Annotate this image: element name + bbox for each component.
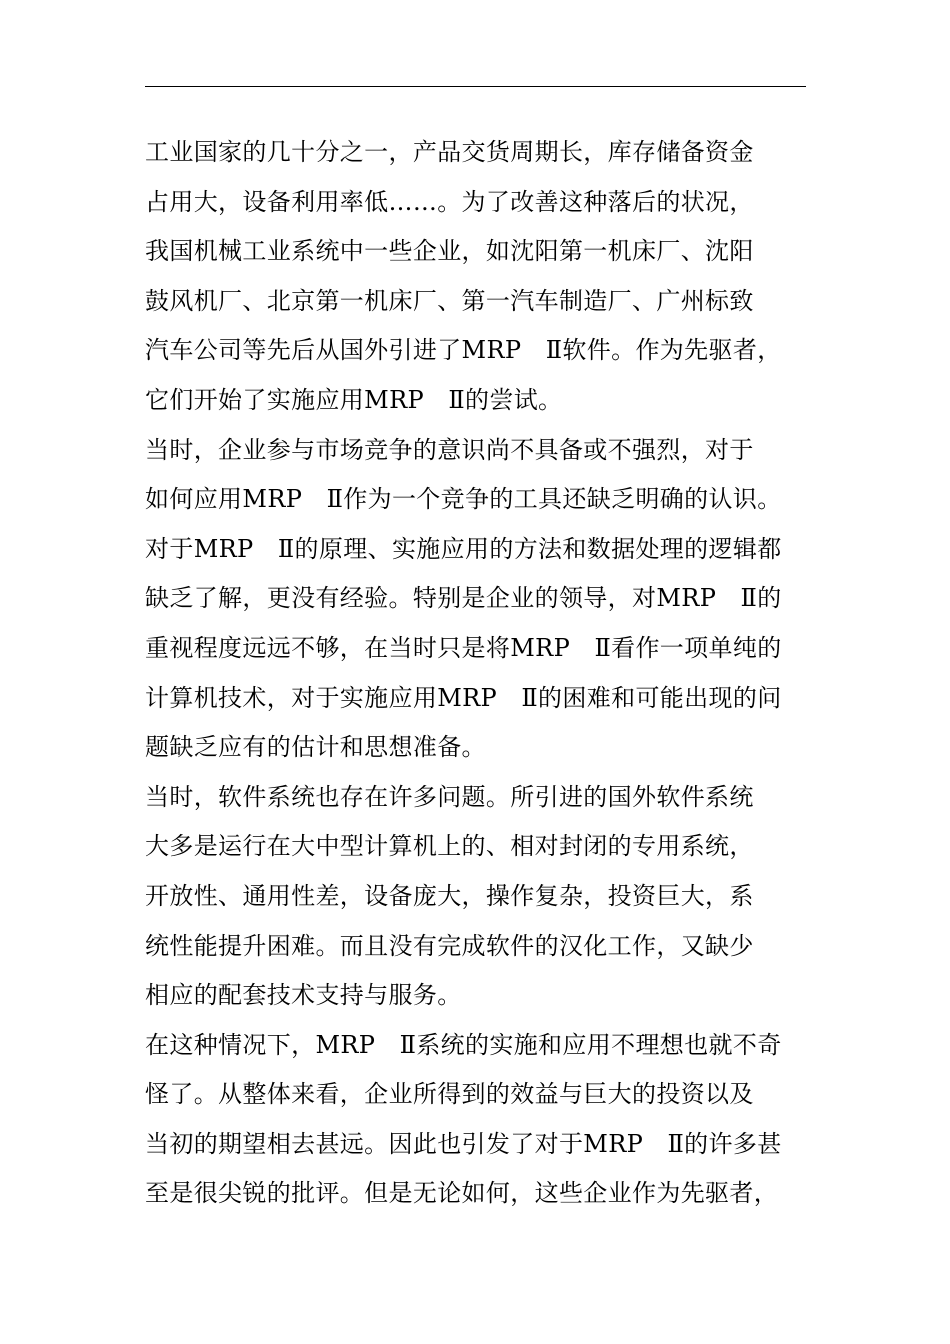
text-line: 鼓风机厂、北京第一机床厂、第一汽车制造厂、广州标致 [145, 286, 754, 315]
text-line: 开放性、通用性差，设备庞大，操作复杂，投资巨大，系 [145, 881, 754, 910]
text-line: 对于MRP Ⅱ的原理、实施应用的方法和数据处理的逻辑都 [145, 534, 782, 563]
text-line: 汽车公司等先后从国外引进了MRP Ⅱ软件。作为先驱者， [145, 336, 782, 365]
text-line: 在这种情况下，MRP Ⅱ系统的实施和应用不理想也就不奇 [145, 1030, 782, 1059]
text-line: 当初的期望相去甚远。因此也引发了对于MRP Ⅱ的许多甚 [145, 1129, 782, 1158]
text-line: 重视程度远远不够，在当时只是将MRP Ⅱ看作一项单纯的 [145, 633, 782, 662]
text-line: 工业国家的几十分之一，产品交货周期长，库存储备资金 [145, 138, 754, 166]
text-line: 题缺乏应有的估计和思想准备。 [145, 733, 486, 762]
body-text [145, 128, 810, 1219]
text-line: 占用大，设备利用率低……。为了改善这种落后的状况， [145, 187, 754, 216]
text-line: 计算机技术，对于实施应用MRP Ⅱ的困难和可能出现的问 [145, 683, 782, 712]
text-line: 至是很尖锐的批评。但是无论如何，这些企业作为先驱者， [145, 1179, 779, 1208]
text-line: 大多是运行在大中型计算机上的、相对封闭的专用系统， [145, 832, 754, 861]
text-line: 怪了。从整体来看，企业所得到的效益与巨大的投资以及 [145, 1080, 754, 1109]
text-line: 相应的配套技术支持与服务。 [145, 981, 462, 1010]
text-line: 它们开始了实施应用MRP Ⅱ的尝试。 [145, 385, 563, 414]
text-line: 如何应用MRP Ⅱ作为一个竞争的工具还缺乏明确的认识。 [145, 485, 782, 514]
header-rule [145, 86, 806, 87]
text-line: 统性能提升困难。而且没有完成软件的汉化工作，又缺少 [145, 931, 754, 960]
text-line: 缺乏了解，更没有经验。特别是企业的领导，对MRP Ⅱ的 [145, 584, 782, 613]
text-line: 当时，企业参与市场竞争的意识尚不具备或不强烈，对于 [145, 435, 754, 464]
text-line: 我国机械工业系统中一些企业，如沈阳第一机床厂、沈阳 [145, 237, 754, 266]
text-line: 当时，软件系统也存在许多问题。所引进的国外软件系统 [145, 782, 754, 811]
